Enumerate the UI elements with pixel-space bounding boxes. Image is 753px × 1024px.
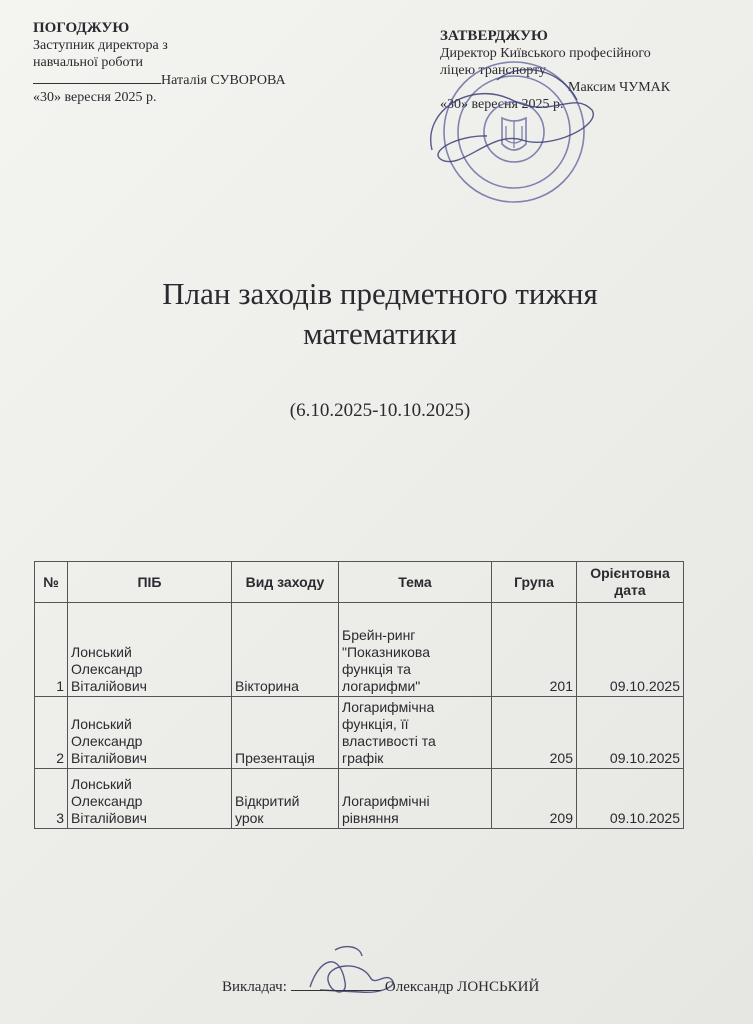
events-table <box>34 561 684 829</box>
group-number: 209 <box>492 769 577 829</box>
approval-block-left <box>33 20 333 106</box>
name-line: Лонський <box>71 716 132 732</box>
approver-name: Максим ЧУМАК <box>568 80 671 95</box>
title-line: математики <box>303 316 457 351</box>
title-line: План заходів предметного тижня <box>162 276 598 311</box>
topic-line: функція, її <box>342 716 409 732</box>
row-number: 1 <box>35 603 68 697</box>
event-topic <box>339 769 492 829</box>
group-number: 205 <box>492 697 577 769</box>
table-row <box>35 603 684 697</box>
date-range: (6.10.2025-10.10.2025) <box>289 400 471 421</box>
signature-line <box>33 71 161 84</box>
col-name: ПІБ <box>68 562 232 603</box>
topic-line: графік <box>342 750 384 766</box>
approver-position-cont: ліцею транспорту <box>440 63 546 78</box>
person-name <box>68 603 232 697</box>
signature-line <box>291 978 381 991</box>
name-line: Олександр <box>71 661 143 677</box>
teacher-name: Олександр ЛОНСЬКИЙ <box>384 979 540 995</box>
approver-position: Директор Київського професійного <box>440 46 651 61</box>
approver-name: Наталія СУВОРОВА <box>161 73 286 88</box>
official-stamp <box>402 40 622 220</box>
event-type <box>232 697 339 769</box>
col-group: Група <box>492 562 577 603</box>
topic-line: функція та <box>342 661 411 677</box>
col-event-type: Вид заходу <box>232 562 339 603</box>
name-line: Олександр <box>71 793 143 809</box>
document-title <box>80 274 680 354</box>
event-topic <box>339 603 492 697</box>
type-line: Відкритий <box>235 793 300 809</box>
table-header-row <box>35 562 684 603</box>
col-date: Орієнтовна дата <box>577 562 684 603</box>
topic-line: рівняння <box>342 810 399 826</box>
approval-heading: ЗАТВЕРДЖУЮ <box>440 28 548 44</box>
col-topic: Тема <box>339 562 492 603</box>
approver-position-cont: навчальної роботи <box>33 55 143 70</box>
approval-date: «30» вересня 2025 р. <box>33 90 157 105</box>
approver-position: Заступник директора з <box>33 38 168 53</box>
topic-line: "Показникова <box>342 644 430 660</box>
type-line: Презентація <box>235 750 315 766</box>
event-date: 09.10.2025 <box>577 769 684 829</box>
approval-date: «30» вересня 2025 р. <box>440 97 564 112</box>
topic-line: Брейн-ринг <box>342 627 416 643</box>
event-type <box>232 769 339 829</box>
teacher-label: Викладач: <box>222 979 287 995</box>
topic-line: Логарифмічна <box>342 699 435 715</box>
name-line: Віталійович <box>71 678 147 694</box>
director-signature-icon <box>431 70 594 162</box>
group-number: 201 <box>492 603 577 697</box>
table-row <box>35 769 684 829</box>
name-line: Віталійович <box>71 750 147 766</box>
person-name <box>68 697 232 769</box>
name-line: Віталійович <box>71 810 147 826</box>
table-body <box>35 603 684 829</box>
row-number: 2 <box>35 697 68 769</box>
event-topic <box>339 697 492 769</box>
table-row <box>35 697 684 769</box>
type-line: Вікторина <box>235 678 299 694</box>
person-name <box>68 769 232 829</box>
col-number: № <box>35 562 68 603</box>
event-date: 09.10.2025 <box>577 603 684 697</box>
event-type <box>232 603 339 697</box>
approval-heading: ПОГОДЖУЮ <box>33 20 130 36</box>
event-date: 09.10.2025 <box>577 697 684 769</box>
name-line: Олександр <box>71 733 143 749</box>
topic-line: властивості та <box>342 733 436 749</box>
name-line: Лонський <box>71 644 132 660</box>
topic-line: Логарифмічні <box>342 793 430 809</box>
topic-line: логарифми" <box>342 678 421 694</box>
name-line: Лонський <box>71 776 132 792</box>
teacher-signature-block <box>222 978 539 996</box>
row-number: 3 <box>35 769 68 829</box>
type-line: урок <box>235 810 264 826</box>
